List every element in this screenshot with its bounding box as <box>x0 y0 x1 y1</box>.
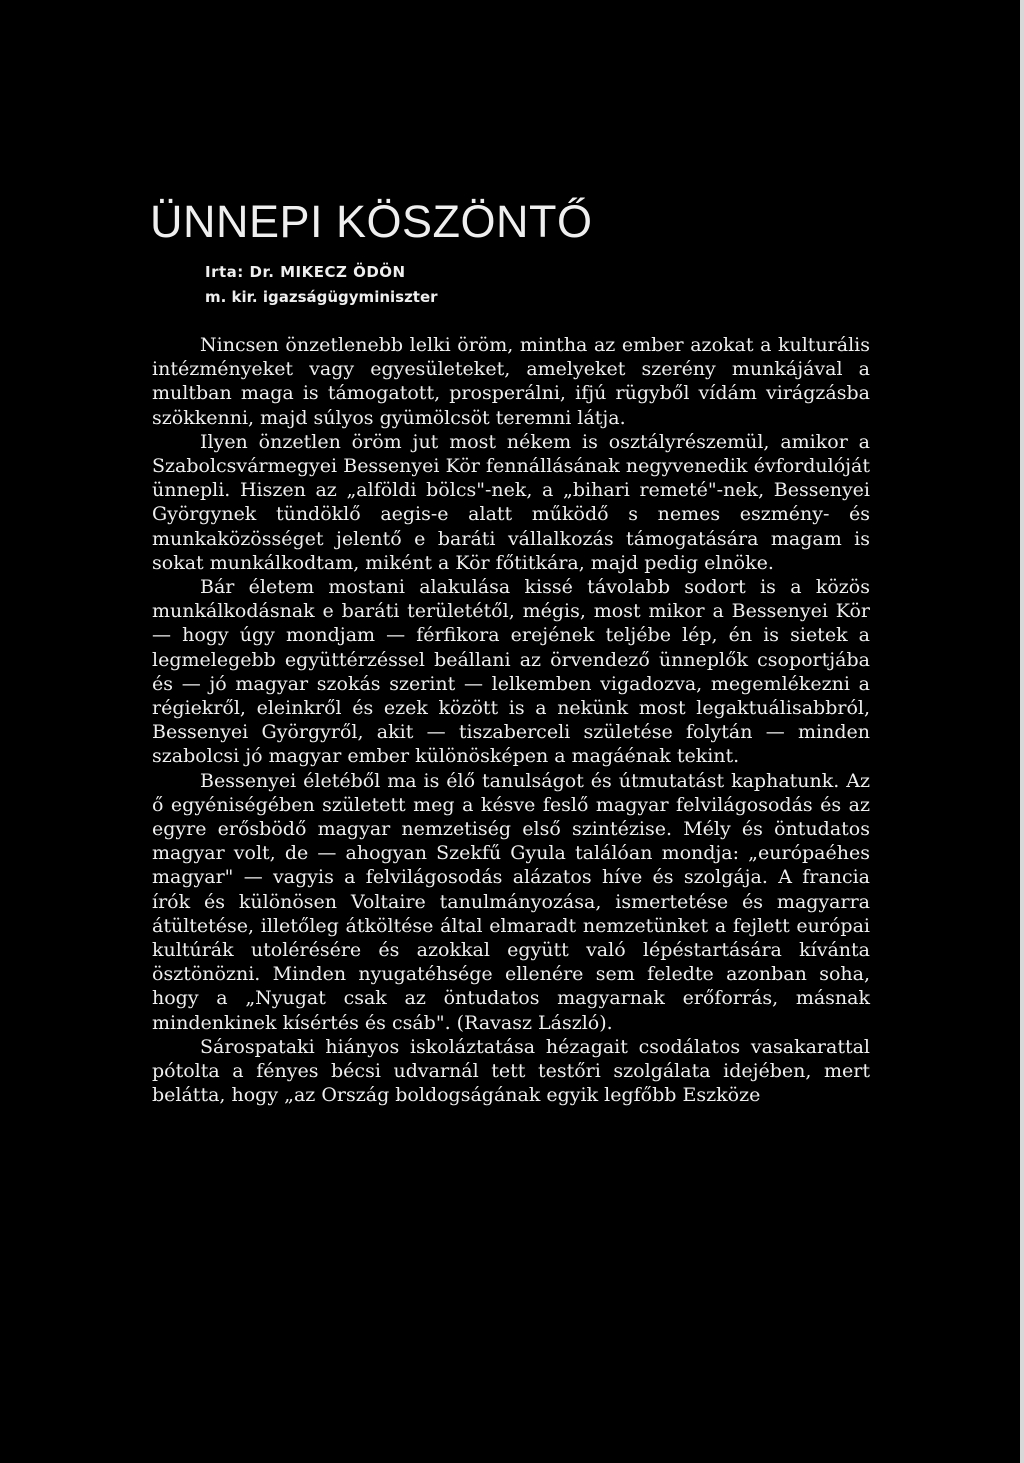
paragraph: Bár életem mostani alakulása kissé távolabb sodort is a közös munkálkodásnak e baráti területétől, mégis, most mikor a Bessenyei Kör — hogy úgy mondjam — férfikora erejének teljébe lép, én is sietek a legmelegebb együttérzéssel beállani az örvendező ünneplők csoportjába és — jó magyar szokás szerint — lelkemben vigadozva, megemlékezni a régiekről, eleinkről és ezek között is a nekünk most legaktuálisabbról, Bessenyei Györgyről, akit — tiszaberceli születése folytán — minden szabolcsi jó magyar ember különösképen a magáénak tekint. <box>152 576 870 768</box>
scan-edge <box>1020 0 1024 1463</box>
paragraph: Bessenyei életéből ma is élő tanulságot és útmutatást kaphatunk. Az ő egyéniségében született meg a késve feslő magyar felvilágosodás és az egyre erősbödő magyar nemzetiség első szintézise. Mély és öntudatos magyar volt, de — ahogyan Szekfű Gyula találóan mondja: „európaéhes magyar" — vagyis a felvilágosodás alázatos híve és szolgája. A francia írók és különösen Voltaire tanulmányozása, ismertetése és magyarra átültetése, illetőleg átköltése által elmaradt nemzetünket a fejlett európai kultúrák utolérésére és azokkal együtt való lépéstartására kívánta ösztönözni. Minden nyugatéhsége ellenére sem feledte azonban soha, hogy a „Nyugat csak az öntudatos magyarnak erőforrás, másnak mindenkinek kísértés és csáb". (Ravasz László). <box>152 769 870 1034</box>
paragraph: Ilyen önzetlen öröm jut most nékem is osztályrészemül, amikor a Szabolcsvármegyei Bessenyei Kör fennállásának negyvenedik évfordulóját ünnepli. Hiszen az „alföldi bölcs"-nek, a „bihari remeté"-nek, Bessenyei Györgynek tündöklő aegis-e alatt működő s nemes eszmény- és munkaközösséget jelentő e baráti vállalkozás támogatására magam is sokat munkálkodtam, miként a Kör főtitkára, majd pedig elnöke. <box>152 430 870 574</box>
paragraph: Sárospataki hiányos iskoláztatása hézagait csodálatos vasakarattal pótolta a fényes bécsi udvarnál tett testőri szolgálata idejében, mert belátta, hogy „az Ország boldogságának egyik legfőbb Eszköze <box>152 1035 870 1107</box>
byline-role: m. kir. igazságügyminiszter <box>205 288 438 306</box>
page-title: ÜNNEPI KÖSZÖNTŐ <box>150 196 593 247</box>
byline-author: Irta: Dr. MIKECZ ÖDÖN <box>205 263 406 281</box>
paragraph: Nincsen önzetlenebb lelki öröm, mintha az ember azokat a kulturális intézményeket vagy egyesületeket, amelyeket szerény munkájával a multban maga is támogatott, prosperálni, ifjú rügyből vídám virágzásba szökkenni, majd súlyos gyümölcsöt teremni látja. <box>152 334 870 429</box>
byline <box>205 260 438 310</box>
article-body <box>152 333 870 1108</box>
